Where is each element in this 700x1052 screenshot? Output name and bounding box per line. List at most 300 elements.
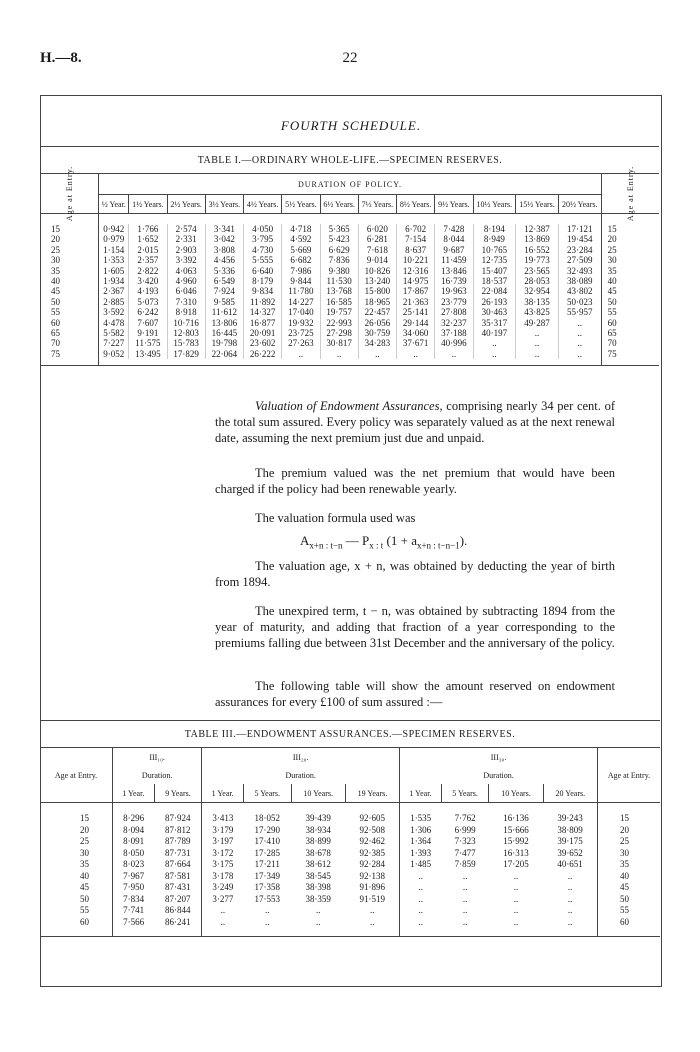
table1-column-header: 7½ Years. xyxy=(358,195,396,214)
table-row xyxy=(40,871,660,883)
table-cell: 8·949 xyxy=(473,234,516,244)
table-cell: 1·393 xyxy=(400,848,442,860)
table-cell: 17·829 xyxy=(167,349,205,359)
table1-column-header: 9½ Years. xyxy=(435,195,473,214)
table-cell: 39·652 xyxy=(557,847,583,858)
table-cell: 5·669 xyxy=(282,245,320,255)
table-cell: 17·205 xyxy=(503,859,529,869)
table-cell: 6·020 xyxy=(358,224,396,234)
table-cell: 3·392 xyxy=(167,255,205,265)
table-cell: 2·015 xyxy=(129,245,167,255)
table-cell: .. xyxy=(462,870,468,881)
table-cell: 17·349 xyxy=(254,870,281,881)
row-age: 60 xyxy=(80,916,89,927)
row-age: 45 xyxy=(598,882,661,894)
table-cell: .. xyxy=(513,870,519,881)
table-cell: 13·240 xyxy=(358,276,396,286)
table-cell: 6·549 xyxy=(205,276,243,286)
table1-column-header: 20½ Years. xyxy=(558,195,601,214)
table-row xyxy=(40,859,660,871)
row-age: 70 xyxy=(601,338,659,348)
table-cell: 14·327 xyxy=(244,307,282,317)
row-age: 50 xyxy=(601,297,659,307)
table-cell: 14·975 xyxy=(397,276,435,286)
table3-column-header: 20 Years. xyxy=(543,784,597,803)
table-cell: .. xyxy=(516,338,559,348)
page-number: 22 xyxy=(342,50,358,66)
table-cell: 5·555 xyxy=(244,255,282,265)
table-cell: .. xyxy=(202,905,244,917)
table-cell: 20·091 xyxy=(244,328,282,338)
table-cell: 7·762 xyxy=(454,813,476,823)
row-age: 50 xyxy=(598,894,661,906)
table-cell: 5·423 xyxy=(320,234,358,244)
table-cell: 10·716 xyxy=(167,318,205,328)
table-cell: .. xyxy=(516,349,559,359)
table-cell: 17·211 xyxy=(254,859,280,869)
table-cell: 9·191 xyxy=(129,328,167,338)
table-cell: 19·757 xyxy=(320,307,358,317)
table-cell: 15·407 xyxy=(473,266,516,276)
table-cell: 38·398 xyxy=(305,882,331,892)
table-cell: 38·899 xyxy=(305,836,331,846)
table3-group-name: III₂₀. xyxy=(202,748,400,767)
table-cell: 91·519 xyxy=(359,893,385,904)
table-cell: 11·892 xyxy=(244,297,282,307)
table-cell: 30·759 xyxy=(358,328,396,338)
row-age: 35 xyxy=(601,266,659,276)
table-cell: 7·924 xyxy=(205,286,243,296)
table-cell: .. xyxy=(567,882,573,892)
table-cell: 23·565 xyxy=(516,266,559,276)
table-cell: 1·652 xyxy=(129,234,167,244)
table-cell: 2·574 xyxy=(167,224,205,234)
table-cell: .. xyxy=(567,893,573,904)
table-cell: 12·316 xyxy=(397,266,435,276)
table-cell: .. xyxy=(202,917,244,929)
table-cell: 28·053 xyxy=(516,276,559,286)
table-cell: .. xyxy=(516,328,559,338)
table-cell: 7·986 xyxy=(282,266,320,276)
table-cell: 13·495 xyxy=(129,349,167,359)
row-age: 15 xyxy=(598,813,661,825)
table-cell: 13·869 xyxy=(516,234,559,244)
row-age: 65 xyxy=(601,328,659,338)
table-cell: 50·023 xyxy=(558,297,601,307)
table1-title: TABLE I.—ORDINARY WHOLE-LIFE.—SPECIMEN RESERVES. xyxy=(41,147,659,174)
page-reference: H.—8. xyxy=(40,50,82,66)
table-cell: 8·044 xyxy=(435,234,473,244)
table-cell: 30·817 xyxy=(320,338,358,348)
table-cell: 19·773 xyxy=(516,255,559,265)
table-cell: 18·052 xyxy=(254,813,281,823)
table-cell: 38·089 xyxy=(558,276,601,286)
row-age: 20 xyxy=(80,824,89,835)
table-row xyxy=(41,224,659,234)
table-cell: 23·725 xyxy=(282,328,320,338)
paragraph-text: The unexpired term, t − n, was obtained by subtracting 1894 from the year of maturity, and adding that fraction of a year corresponding to the premiums falling due between 31st December and the anniversary of the policy. xyxy=(215,604,615,650)
table-cell: 16·552 xyxy=(516,245,559,255)
table-cell: 4·193 xyxy=(129,286,167,296)
table-cell: 5·336 xyxy=(205,266,243,276)
table-cell: 7·967 xyxy=(113,871,155,883)
table-cell: 49·287 xyxy=(516,318,559,328)
paragraph-valuation-endowment xyxy=(215,398,615,446)
table-cell: .. xyxy=(265,916,270,927)
table-cell: 9·014 xyxy=(358,255,396,265)
row-age: 45 xyxy=(80,882,89,892)
table-cell: 10·765 xyxy=(473,245,516,255)
table-cell: 17·121 xyxy=(558,224,601,234)
table-cell: 21·363 xyxy=(397,297,435,307)
table-cell: 2·357 xyxy=(129,255,167,265)
row-age: 55 xyxy=(601,307,659,317)
row-age: 50 xyxy=(41,297,99,307)
table-cell: 22·084 xyxy=(473,286,516,296)
table-cell: .. xyxy=(400,905,442,917)
table-cell: 2·367 xyxy=(103,286,125,297)
table3-column-header: 19 Years. xyxy=(345,784,399,803)
row-age: 35 xyxy=(598,859,661,871)
table-cell: 27·509 xyxy=(558,255,601,265)
row-age: 15 xyxy=(80,813,89,823)
table-cell: 4·456 xyxy=(205,255,243,265)
table-cell: 5·073 xyxy=(129,297,167,307)
table-cell: 7·859 xyxy=(454,859,476,869)
table3-column-header: 1 Year. xyxy=(202,784,244,803)
table-cell: 38·612 xyxy=(305,859,331,869)
table-cell: 15·783 xyxy=(167,338,205,348)
table-cell: .. xyxy=(400,871,442,883)
table-row xyxy=(40,825,660,837)
table3-column-header: 1 Year. xyxy=(113,784,155,803)
table-cell: 26·222 xyxy=(244,349,282,359)
row-age: 70 xyxy=(41,338,99,348)
table-cell: 9·585 xyxy=(205,297,243,307)
table-cell: 38·359 xyxy=(305,893,331,904)
row-age: 15 xyxy=(41,224,99,234)
table-cell: 17·410 xyxy=(254,836,281,846)
table-cell: 3·172 xyxy=(202,848,244,860)
table-cell: 12·735 xyxy=(473,255,516,265)
table1-column-header: 2½ Years. xyxy=(167,195,205,214)
table-cell: 18·965 xyxy=(358,297,396,307)
table3-column-header: 9 Years. xyxy=(154,784,202,803)
table-cell: 38·934 xyxy=(305,824,331,835)
table-cell: 1·353 xyxy=(103,255,125,266)
row-age: 60 xyxy=(598,917,661,929)
row-age: 30 xyxy=(598,848,661,860)
table-row xyxy=(41,338,659,348)
table1-column-header: 4½ Years. xyxy=(244,195,282,214)
table-cell: .. xyxy=(558,328,601,338)
table3-duration-label: Duration. xyxy=(202,766,400,784)
table-cell: 8·637 xyxy=(397,245,435,255)
table-cell: 5·365 xyxy=(320,224,358,234)
table-cell: 1·934 xyxy=(103,276,125,287)
table3-age-header-right: Age at Entry. xyxy=(598,748,661,803)
row-age: 25 xyxy=(80,836,89,846)
table1-column-header: 1½ Years. xyxy=(129,195,167,214)
paragraph-text: The valuation age, x + n, was obtained by deducting the year of birth from 1894. xyxy=(215,559,615,589)
table-cell: .. xyxy=(473,349,516,359)
table-cell: 91·896 xyxy=(359,882,385,892)
paragraph-text: comprising nearly 34 per cent. of the total sum assured. Every policy was separately valued as at the next renewal date, assuming the next premium just due and unpaid. xyxy=(215,399,615,445)
table-cell: 7·428 xyxy=(435,224,473,234)
row-age: 30 xyxy=(41,255,99,265)
table-cell: 4·960 xyxy=(167,276,205,286)
table-cell: 14·227 xyxy=(282,297,320,307)
table-cell: 92·605 xyxy=(359,813,385,823)
table-cell: 87·431 xyxy=(164,882,191,892)
table-cell: 18·537 xyxy=(473,276,516,286)
table-cell: 29·144 xyxy=(397,318,435,328)
table-cell: 3·341 xyxy=(205,224,243,234)
row-age: 40 xyxy=(41,276,99,286)
table3-column-header: 5 Years. xyxy=(441,784,489,803)
table3-column-header: 1 Year. xyxy=(400,784,442,803)
table-cell: 3·808 xyxy=(205,245,243,255)
table-cell: 8·179 xyxy=(244,276,282,286)
table-cell: 1·535 xyxy=(400,813,442,825)
table-cell: 6·999 xyxy=(454,824,476,835)
table-cell: 32·954 xyxy=(516,286,559,296)
table-cell: 6·629 xyxy=(320,245,358,255)
table-cell: .. xyxy=(435,349,473,359)
table-cell: 16·585 xyxy=(320,297,358,307)
table-cell: 7·323 xyxy=(454,836,476,846)
table-cell: 37·188 xyxy=(435,328,473,338)
row-age: 50 xyxy=(80,893,89,904)
table-cell: 3·413 xyxy=(202,813,244,825)
table-cell: 26·193 xyxy=(473,297,516,307)
table-cell: 38·809 xyxy=(557,824,583,835)
table-cell: 17·040 xyxy=(282,307,320,317)
table-cell: 8·296 xyxy=(113,813,155,825)
paragraph-following-table xyxy=(215,678,615,710)
table-cell: 7·477 xyxy=(454,847,476,858)
table-cell: 17·290 xyxy=(254,824,281,835)
table-cell: 92·508 xyxy=(359,824,385,835)
table-cell: .. xyxy=(513,905,519,915)
table-cell: 6·702 xyxy=(397,224,435,234)
table-cell: 0·942 xyxy=(103,224,125,234)
paragraph-text: The following table will show the amount reserved on endowment assurances for every £100 of sum assured :— xyxy=(215,679,615,709)
table-cell: 3·420 xyxy=(129,276,167,286)
table-cell: 3·178 xyxy=(202,871,244,883)
table-cell: 39·175 xyxy=(557,836,583,846)
table-row xyxy=(41,276,659,286)
table-cell: 17·358 xyxy=(254,882,281,892)
table-cell: 23·284 xyxy=(558,245,601,255)
table1-column-header: 10½ Years. xyxy=(473,195,516,214)
table-cell: 43·802 xyxy=(558,286,601,296)
table-cell: .. xyxy=(513,916,519,927)
table-cell: 23·779 xyxy=(435,297,473,307)
table-cell: 92·138 xyxy=(359,870,385,881)
row-age: 25 xyxy=(601,245,659,255)
table-row xyxy=(41,255,659,265)
table-cell: 10·826 xyxy=(358,266,396,276)
table-cell: 19·798 xyxy=(205,338,243,348)
table-cell: .. xyxy=(315,905,321,915)
table-cell: 7·836 xyxy=(320,255,358,265)
table-cell: .. xyxy=(558,349,601,359)
table1-column-header: 3½ Years. xyxy=(205,195,243,214)
table-cell: 19·454 xyxy=(558,234,601,244)
table-cell: 2·331 xyxy=(167,234,205,244)
row-age: 20 xyxy=(601,234,659,244)
table-cell: 87·731 xyxy=(164,847,191,858)
table-cell: 4·730 xyxy=(244,245,282,255)
table-cell: 11·575 xyxy=(129,338,167,348)
table-cell: 7·950 xyxy=(113,882,155,894)
table-cell: 8·023 xyxy=(113,859,155,871)
table-cell: 43·825 xyxy=(516,307,559,317)
table-row xyxy=(40,894,660,906)
table-cell: 1·154 xyxy=(103,244,125,255)
table1-column-headers xyxy=(41,195,659,214)
table-cell: .. xyxy=(558,338,601,348)
table-cell: 23·602 xyxy=(244,338,282,348)
table-cell: 3·592 xyxy=(103,307,125,318)
table-cell: 34·060 xyxy=(397,328,435,338)
table-cell: 16·136 xyxy=(503,813,529,823)
table-cell: 10·221 xyxy=(397,255,435,265)
table3-column-headers xyxy=(40,784,660,803)
table3-column-header: 10 Years. xyxy=(489,784,543,803)
table-cell: 86·844 xyxy=(164,905,191,915)
row-age: 55 xyxy=(80,905,89,915)
table-cell: 7·227 xyxy=(103,338,125,349)
paragraph-unexpired-term xyxy=(215,603,615,651)
schedule-title: FOURTH SCHEDULE. xyxy=(280,118,422,133)
table-cell: 2·903 xyxy=(167,245,205,255)
row-age: 35 xyxy=(80,859,89,869)
table-cell: 9·380 xyxy=(320,266,358,276)
table-cell: 19·963 xyxy=(435,286,473,296)
paragraph-valuation-age xyxy=(215,558,615,590)
table-cell: 7·310 xyxy=(167,297,205,307)
valuation-formula: $A_{x+n : t-n}$ — $P_{x : t}$ $(1 + a_{x+n : t-n-1})$. xyxy=(300,533,468,551)
table-cell: 11·530 xyxy=(320,276,358,286)
table-cell: .. xyxy=(397,349,435,359)
table-cell: 3·042 xyxy=(205,234,243,244)
table-cell: 38·135 xyxy=(516,297,559,307)
table-cell: 87·581 xyxy=(164,870,191,881)
paragraph-premium xyxy=(215,465,615,497)
row-age: 60 xyxy=(601,318,659,328)
table-cell: 15·800 xyxy=(358,286,396,296)
row-age: 60 xyxy=(41,318,99,328)
table1-column-header: ½ Year. xyxy=(99,195,129,214)
table-cell: .. xyxy=(567,916,573,927)
row-age: 65 xyxy=(41,328,99,338)
table-cell: 22·457 xyxy=(358,307,396,317)
table-cell: 13·768 xyxy=(320,286,358,296)
table-cell: 15·666 xyxy=(503,824,529,835)
table-cell: 3·277 xyxy=(202,894,244,906)
table3-duration-label: Duration. xyxy=(113,766,202,784)
table-cell: 3·795 xyxy=(244,234,282,244)
table-cell: 87·664 xyxy=(164,859,191,869)
paragraph-text: The valuation formula used was xyxy=(255,511,416,525)
row-age: 35 xyxy=(41,266,99,276)
table-cell: 19·932 xyxy=(282,318,320,328)
table1-duration-header: DURATION OF POLICY. xyxy=(99,174,601,195)
table-cell: 27·263 xyxy=(282,338,320,348)
table-cell: 92·284 xyxy=(359,859,385,869)
table-cell: 27·298 xyxy=(320,328,358,338)
table-cell: 9·052 xyxy=(103,348,125,359)
table-cell: 17·867 xyxy=(397,286,435,296)
table-cell: 17·553 xyxy=(254,893,281,904)
table-cell: 16·313 xyxy=(503,847,529,858)
table-cell: 38·545 xyxy=(305,870,331,881)
row-age: 55 xyxy=(598,905,661,917)
table-cell: 30·463 xyxy=(473,307,516,317)
table-endowment-assurances xyxy=(40,720,660,937)
table-cell: 32·237 xyxy=(435,318,473,328)
table-cell: 32·493 xyxy=(558,266,601,276)
table1-column-header: 15½ Years. xyxy=(516,195,559,214)
table-cell: 8·091 xyxy=(113,836,155,848)
table3-group-name: III₁₀. xyxy=(113,748,202,767)
table-cell: 92·385 xyxy=(359,847,385,858)
row-age: 45 xyxy=(41,286,99,296)
table-row xyxy=(40,905,660,917)
table-cell: 9·687 xyxy=(435,245,473,255)
table-cell: 1·485 xyxy=(400,859,442,871)
table-cell: 6·682 xyxy=(282,255,320,265)
table-cell: .. xyxy=(369,916,375,927)
table-cell: .. xyxy=(462,882,468,892)
table-row xyxy=(41,328,659,338)
table-cell: 3·197 xyxy=(202,836,244,848)
table-cell: 11·780 xyxy=(282,286,320,296)
table-cell: .. xyxy=(400,894,442,906)
table-cell: .. xyxy=(358,349,396,359)
table-row xyxy=(40,848,660,860)
table-cell: 16·445 xyxy=(205,328,243,338)
table1-body xyxy=(41,214,659,366)
table-row xyxy=(41,318,659,328)
table-cell: 12·387 xyxy=(516,224,559,234)
table-cell: 8·050 xyxy=(113,848,155,860)
row-age: 15 xyxy=(601,224,659,234)
table-cell: 7·607 xyxy=(129,318,167,328)
row-age: 40 xyxy=(80,870,89,881)
table1-age-header-left: Age at Entry. xyxy=(41,174,99,214)
table-cell: .. xyxy=(320,349,358,359)
table-cell: 4·050 xyxy=(244,224,282,234)
table-row xyxy=(41,245,659,255)
table-cell: 35·317 xyxy=(473,318,516,328)
table-cell: 87·789 xyxy=(164,836,191,846)
row-age: 55 xyxy=(41,307,99,317)
table-cell: 3·249 xyxy=(202,882,244,894)
row-age: 25 xyxy=(598,836,661,848)
table3-title: TABLE III.—ENDOWMENT ASSURANCES.—SPECIMEN RESERVES. xyxy=(40,721,660,748)
table-cell: 12·803 xyxy=(167,328,205,338)
table-row xyxy=(41,349,659,359)
table-cell: 40·651 xyxy=(557,859,583,869)
paragraph-formula-intro xyxy=(215,510,615,526)
table-cell: 8·918 xyxy=(167,307,205,317)
table-cell: 13·846 xyxy=(435,266,473,276)
table-cell: .. xyxy=(400,882,442,894)
table-cell: 6·242 xyxy=(129,307,167,317)
